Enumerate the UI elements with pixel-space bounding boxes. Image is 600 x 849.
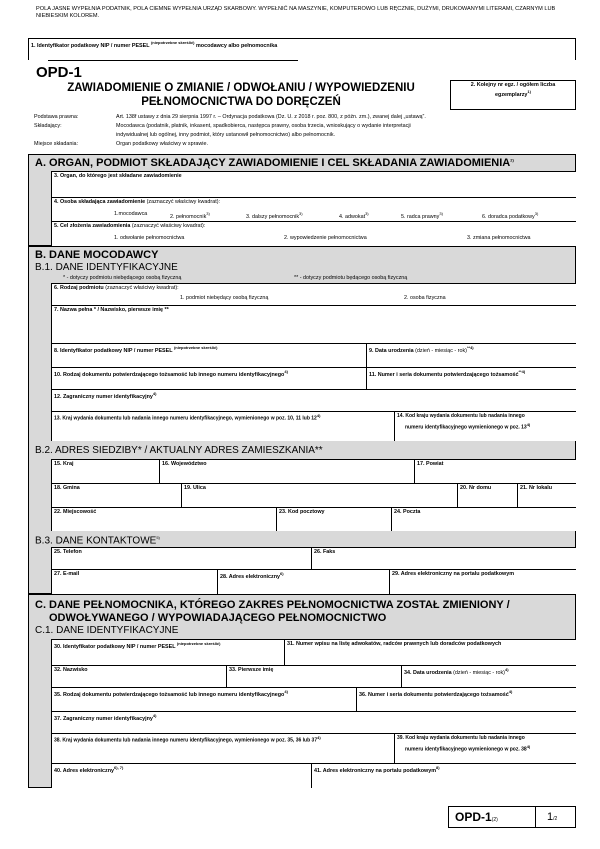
field-8-label: 8. Identyfikator podatkowy NIP / numer PESEL bbox=[54, 347, 173, 354]
field-6-entity-type: 6. Rodzaj podmiotu (zaznaczyć właściwy kwadrat): 1. podmiot niebędący osobą fizyczną 2. osoba fizyczna bbox=[51, 283, 576, 305]
field-4-filer-type: 4. Osoba składająca zawiadomienie (zaznaczyć właściwy kwadrat): 1.mocodawca 2. pełnomocnik$^{3)}$ 3. dalszy pełnomocnik$^{3)}$ 4. adwokat$^{3)}$ 5. radca prawny$^{3)}$ 6. doradca podatkowy$^{3)}$ bbox=[51, 197, 576, 221]
form-code: OPD-1 bbox=[36, 64, 82, 81]
field-7-name[interactable] bbox=[51, 305, 576, 343]
section-b1-title: B.1. DANE IDENTYFIKACYJNE bbox=[35, 262, 178, 273]
field-32-surname[interactable]: 32. Nazwisko bbox=[51, 665, 226, 687]
field-3-label: 3. Organ, do którego jest składane zawiadomienie bbox=[54, 173, 182, 179]
field-23-postal-code[interactable]: 23. Kod pocztowy bbox=[276, 507, 391, 531]
purpose-option-3[interactable]: 3. zmiana pełnomocnictwa bbox=[467, 235, 531, 241]
legal-basis-text: Art. 138f ustawy z dnia 29 sierpnia 1997 r. – Ordynacja podatkowa (Dz. U. z 2018 r. poz. 800, z późn. zm.), zwanej dalej „ustawą”. bbox=[116, 114, 426, 120]
star-note-1: * - dotyczy podmiotu niebędącego osobą fizyczną bbox=[63, 275, 182, 281]
field-2-label: 2. Kolejny nr egz. / ogółem liczba egzemplarzy bbox=[470, 82, 556, 98]
field-6-label: 6. Rodzaj podmiotu bbox=[54, 285, 104, 291]
section-c bbox=[28, 594, 576, 788]
place-text: Organ podatkowy właściwy w sprawie. bbox=[116, 141, 208, 147]
filer-text-1: Mocodawca (podatnik, płatnik, inkasent, spadkobierca, następca prawny, osoba trzecia, wnioskujący o wydanie interpretacji bbox=[116, 123, 411, 129]
field-7-label: 7. Nazwa pełna * / Nazwisko, pierwsze imię ** bbox=[54, 307, 169, 313]
section-b-title: B. DANE MOCODAWCY bbox=[35, 249, 159, 261]
section-a: A. ORGAN, PODMIOT SKŁADAJĄCY ZAWIADOMIENIE I CEL SKŁADANIA ZAWIADOMIENIA$^{2)}$ 3. Organ, do którego jest składane zawiadomienie 4. Osoba składająca zawiadomienie (zaznaczyć właściwy kwadrat): 1.mocodawca 2. pełnomocnik$^{3)}$ 3. dalszy pełnomocnik$^{3)}$ 4. adwokat$^{3)}$ 5. radca prawny$^{3)}$ 6. doradca podatkowy$^{3)}$ 5. Cel złożenia zawiadomienia (zaznaczyć właściwy kwadrat): 1. odwołanie pełnomocnictwa 2. wypowiedzenie pełnomocnictwa 3. zmiana pełnomocnictwa bbox=[28, 154, 576, 246]
field-21-flat-number[interactable]: 21. Nr lokalu bbox=[517, 483, 576, 507]
section-b3-title: B.3. DANE KONTAKTOWE bbox=[35, 535, 157, 547]
footer-divider bbox=[535, 807, 536, 827]
field-10-label: 10. Rodzaj dokumentu potwierdzającego tożsamość lub innego numeru identyfikacyjnego bbox=[54, 371, 285, 378]
field-14-label-2: numeru identyfikacyjnego wymienionego w poz. 13 bbox=[405, 424, 527, 431]
instructions-note: POLA JASNE WYPEŁNIA PODATNIK, POLA CIEMNE WYPEŁNIA URZĄD SKARBOWY. WYPEŁNIĆ NA MASZYNIE, KOMPUTEROWO LUB RĘCZNIE, DUŻYMI, DRUKOWANYMI LITERAMI, CZARNYM LUB NIEBIESKIM KOLOREM. bbox=[36, 6, 556, 19]
field-16-voivodeship[interactable]: 16. Województwo bbox=[159, 459, 414, 483]
field-28-e-address[interactable]: 28. Adres elektroniczny$^{6)}$ bbox=[217, 569, 389, 594]
section-c1-title: C.1. DANE IDENTYFIKACYJNE bbox=[35, 625, 179, 636]
section-c-title-2: ODWOŁYWANEGO / WYPOWIADAJĄCEGO PEŁNOMOCNICTWO bbox=[49, 612, 387, 624]
filer-text-2: indywidualnej lub ogólnej, inny podmiot, który ustanowił pełnomocnictwo) albo pełnomocnik. bbox=[116, 132, 336, 138]
field-41-portal-address[interactable]: 41. Adres elektroniczny na portalu podatkowym$^{8)}$ bbox=[311, 763, 576, 788]
footer-form-code-box bbox=[448, 806, 576, 828]
field-31-label: 31. Numer wpisu na listę adwokatów, radców prawnych lub doradców podatkowych bbox=[287, 641, 502, 647]
footer-form-code: OPD-1 bbox=[455, 810, 492, 824]
filer-option-6[interactable]: 6. doradca podatkowy$^{3)}$ bbox=[482, 211, 539, 220]
field-17-county[interactable]: 17. Powiat bbox=[414, 459, 576, 483]
filer-option-4[interactable]: 4. adwokat$^{3)}$ bbox=[339, 211, 369, 220]
filer-option-1[interactable]: 1.mocodawca bbox=[114, 211, 148, 217]
field-5-purpose: 5. Cel złożenia zawiadomienia (zaznaczyć właściwy kwadrat): 1. odwołanie pełnomocnictwa 2. wypowiedzenie pełnomocnictwa 3. zmiana pełnomocnictwa bbox=[51, 221, 576, 246]
field-33-first-name[interactable]: 33. Pierwsze imię bbox=[226, 665, 401, 687]
field-1-tail: mocodawcy albo pełnomocnika bbox=[196, 42, 278, 49]
entity-option-1[interactable]: 1. podmiot niebędący osobą fizyczną bbox=[180, 295, 269, 301]
field-22-city[interactable]: 22. Miejscowość bbox=[51, 507, 276, 531]
field-9-label: 9. Data urodzenia bbox=[369, 347, 414, 354]
nip-boxes bbox=[48, 56, 298, 61]
field-11-label: 11. Numer i seria dokumentu potwierdzającego tożsamość bbox=[369, 371, 519, 378]
field-36-doc-number[interactable]: 36. Numer i seria dokumentu potwierdzającego tożsamość$^{4)}$ bbox=[356, 687, 576, 711]
field-27-email[interactable]: 27. E-mail bbox=[51, 569, 217, 594]
field-12-label: 12. Zagraniczny numer identyfikacyjny bbox=[54, 393, 153, 400]
field-5-label: 5. Cel złożenia zawiadomienia bbox=[54, 223, 131, 229]
field-26-fax[interactable]: 26. Faks bbox=[311, 547, 576, 569]
form-title-line2: PEŁNOMOCNICTWA DO DORĘCZEŃ bbox=[141, 96, 341, 108]
field-19-street[interactable]: 19. Ulica bbox=[181, 483, 457, 507]
filer-label: Składający: bbox=[34, 123, 62, 129]
footer-page-total: /2 bbox=[553, 816, 558, 822]
purpose-option-2[interactable]: 2. wypowiedzenie pełnomocnictwa bbox=[284, 235, 367, 241]
purpose-option-1[interactable]: 1. odwołanie pełnomocnictwa bbox=[114, 235, 185, 241]
field-24-post-office[interactable]: 24. Poczta bbox=[391, 507, 576, 531]
field-14-label-1: 14. Kod kraju wydania dokumentu lub nadania innego bbox=[397, 413, 525, 419]
field-25-phone[interactable]: 25. Telefon bbox=[51, 547, 311, 569]
field-10-doc-type[interactable]: 10. Rodzaj dokumentu potwierdzającego tożsamość lub innego numeru identyfikacyjnego$^{4)}$ bbox=[51, 367, 366, 389]
field-2-copy-number[interactable]: 2. Kolejny nr egz. / ogółem liczba egzemplarzy$^{1)}$ bbox=[450, 80, 576, 110]
field-29-portal-address[interactable]: 29. Adres elektroniczny na portalu podatkowym bbox=[389, 569, 576, 594]
field-30-label: 30. Identyfikator podatkowy NIP / numer PESEL bbox=[54, 643, 176, 650]
filer-option-5[interactable]: 5. radca prawny$^{3)}$ bbox=[401, 211, 443, 220]
field-18-commune[interactable]: 18. Gmina bbox=[51, 483, 181, 507]
field-35-doc-type[interactable]: 35. Rodzaj dokumentu potwierdzającego tożsamość lub innego numeru identyfikacyjnego$^{4)}$ bbox=[51, 687, 356, 711]
field-4-label: 4. Osoba składająca zawiadomienie bbox=[54, 199, 146, 205]
field-20-house-number[interactable]: 20. Nr domu bbox=[457, 483, 517, 507]
section-c-title-1: C. DANE PEŁNOMOCNIKA, KTÓREGO ZAKRES PEŁNOMOCNICTWA ZOSTAŁ ZMIENIONY / bbox=[35, 599, 510, 611]
filer-option-2[interactable]: 2. pełnomocnik$^{3)}$ bbox=[170, 211, 210, 220]
section-a-title: A. ORGAN, PODMIOT SKŁADAJĄCY ZAWIADOMIENIE I CEL SKŁADANIA ZAWIADOMIENIA bbox=[35, 157, 511, 169]
field-8-nip[interactable]: 8. Identyfikator podatkowy NIP / numer PESEL $^{(niepotrzebne skreślić)}$ bbox=[51, 343, 366, 367]
place-label: Miejsce składania: bbox=[34, 141, 79, 147]
field-14-country-code[interactable]: 14. Kod kraju wydania dokumentu lub nadania innego numeru identyfikacyjnego wymienionego w poz. 13$^{4)}$ bbox=[394, 411, 576, 441]
star-note-2: ** - dotyczy podmiotu będącego osobą fizyczną bbox=[294, 275, 408, 281]
field-34-birthdate[interactable]: 34. Data urodzenia (dzień - miesiąc - rok)$^{4)}$ bbox=[401, 665, 576, 687]
field-37-foreign-id[interactable]: 37. Zagraniczny numer identyfikacyjny$^{4)}$ bbox=[51, 711, 576, 733]
section-b: B. DANE MOCODAWCY B.1. DANE IDENTYFIKACYJNE * - dotyczy podmiotu niebędącego osobą fizyczną ** - dotyczy podmiotu będącego osobą fizyczną 6. Rodzaj podmiotu (zaznaczyć właściwy kwadrat): 1. podmiot niebędący osobą fizyczną 2. osoba fizyczna 7. Nazwa pełna * / Nazwisko, pierwsze imię ** 8. Identyfikator podatkowy NIP / numer PESEL $^{(niepotrzebne skreślić)}$ 9. Data urodzenia (dzień - miesiąc - rok)$^{**4)}$ 10. Rodzaj dokumentu potwierdzającego tożsamość lub innego numeru identyfikacyjnego$^{4)}$ 11. Numer i seria dokumentu potwierdzającego tożsamość$^{**4)}$ 12. Zagraniczny numer identyfikacyjny$^{4)}$ 13. Kraj wydania dokumentu lub nadania innego numeru identyfikacyjnego, wymienionego w poz. 10, 11 lub 12$^{4)}$ 14. Kod kraju wydania dokumentu lub nadania innego numeru identyfikacyjnego wymienionego w poz. 13$^{4)}$ B.2. ADRES SIEDZIBY* / AKTUALNY ADRES ZAMIESZKANIA** 15. Kraj 16. Województwo 17. Powiat 18. Gmina 19. Ulica 20. Nr domu 21. Nr lokalu 22. Miejscowość 23. Kod pocztowy 24. Poczta B.3. DANE KONTAKTOWE$^{5)}$ 25. Telefon 26. Faks 27. E-mail 28. Adres elektroniczny$^{6)}$ 29. Adres elektroniczny na portalu podatkowym bbox=[28, 246, 576, 594]
field-1-label: 1. Identyfikator podatkowy NIP / numer PESEL bbox=[31, 42, 150, 49]
entity-option-2[interactable]: 2. osoba fizyczna bbox=[404, 295, 446, 301]
field-12-foreign-id[interactable]: 12. Zagraniczny numer identyfikacyjny$^{4)}$ bbox=[51, 389, 576, 411]
filer-option-3[interactable]: 3. dalszy pełnomocnik$^{3)}$ bbox=[246, 211, 303, 220]
field-38-issuing-country[interactable]: 38. Kraj wydania dokumentu lub nadania innego numeru identyfikacyjnego, wymienionego w poz. 35, 36 lub 37$^{4)}$ bbox=[51, 733, 394, 763]
form-title-line1: ZAWIADOMIENIE O ZMIANIE / ODWOŁANIU / WYPOWIEDZENIU bbox=[67, 82, 415, 94]
field-3-organ[interactable] bbox=[51, 171, 576, 197]
footer-page: 1 bbox=[547, 811, 554, 823]
section-b2-title: B.2. ADRES SIEDZIBY* / AKTUALNY ADRES ZAMIESZKANIA** bbox=[35, 445, 323, 456]
field-15-country[interactable]: 15. Kraj bbox=[51, 459, 159, 483]
legal-basis-label: Podstawa prawna: bbox=[34, 114, 79, 120]
field-13-label: 13. Kraj wydania dokumentu lub nadania innego numeru identyfikacyjnego, wymienionego w poz. 10, 11 lub 12 bbox=[54, 415, 317, 422]
field-39-country-code[interactable]: 39. Kod kraju wydania dokumentu lub nadania innego numeru identyfikacyjnego wymienionego w poz. 38$^{4)}$ bbox=[394, 733, 576, 763]
field-31-register-number[interactable] bbox=[284, 639, 576, 665]
field-30-nip[interactable]: 30. Identyfikator podatkowy NIP / numer PESEL $^{(niepotrzebne skreślić)}$ bbox=[51, 639, 284, 665]
field-40-e-address[interactable]: 40. Adres elektroniczny$^{6), 7)}$ bbox=[51, 763, 311, 788]
field-9-birthdate[interactable]: 9. Data urodzenia (dzień - miesiąc - rok)$^{**4)}$ bbox=[366, 343, 576, 367]
footer-version: (2) bbox=[491, 817, 498, 823]
field-11-doc-number[interactable]: 11. Numer i seria dokumentu potwierdzającego tożsamość$^{**4)}$ bbox=[366, 367, 576, 389]
field-13-issuing-country[interactable]: 13. Kraj wydania dokumentu lub nadania innego numeru identyfikacyjnego, wymienionego w poz. 10, 11 lub 12$^{4)}$ bbox=[51, 411, 394, 441]
field-1-note: (niepotrzebne skreślić) bbox=[150, 40, 195, 45]
